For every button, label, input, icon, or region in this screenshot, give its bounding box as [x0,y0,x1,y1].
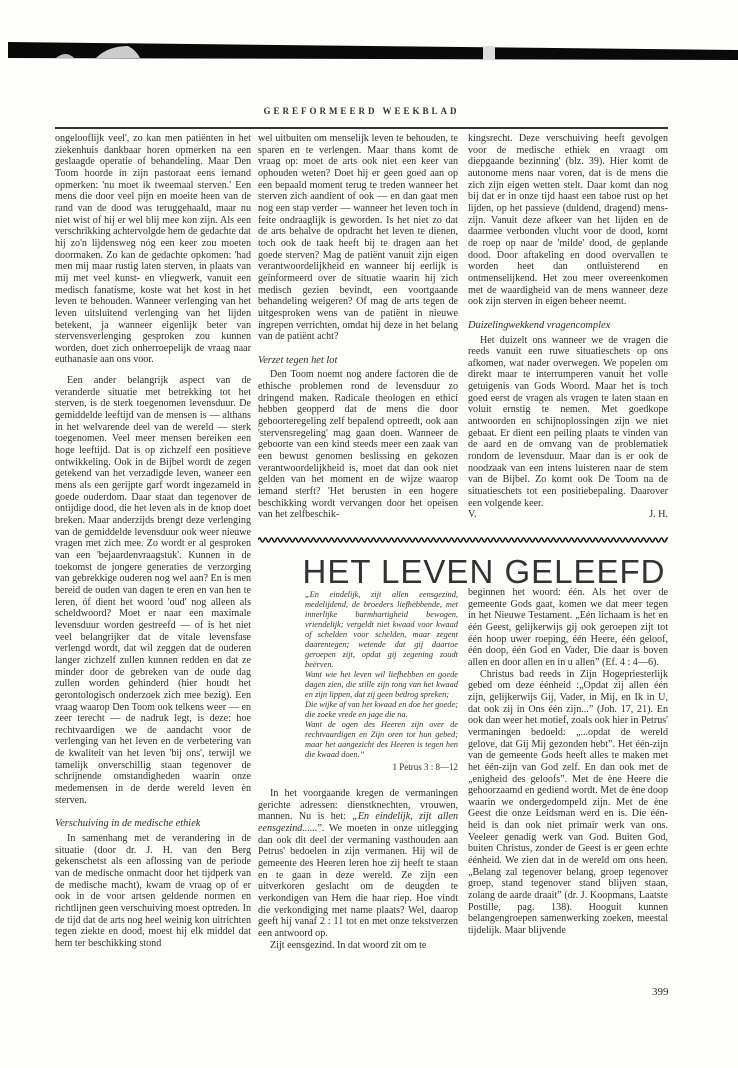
signature-right: J. H. [649,509,668,521]
paragraph: Den Toom noemt nog andere factoren die de ethische problemen rond de levensduur zo dringend maken. Radicale theologen en ethici hebben geopperd dat de mens die door geboorteregeling zelf bepalend optreedt, ook aan 'stervensregeling' mag gaan doen. Wanneer de geboorte van een kind steeds meer een zaak van een bewust genomen beslissing en gekozen verantwoordelijkheid is, moet dat dan ook niet gelden van het moment en de wijze waarop iemand sterft? 'Het berusten in een hogere beschikking wordt vervangen door het opeisen van het zelfbeschik- [258,369,458,521]
article1-column-1 [55,133,251,950]
text: ”. We moeten in onze uitlegging dan ook dit deel der vermaning vasthouden aan Petrus' bedoelen in zijn vermanen. Hij wil de gemeente des Heeren leren hoe zij heeft te staan en te gaan in deze wereld. Ze zijn een uitverkoren geslacht om de deugden te verkondigen van Hem die haar riep. Hoe vindt die verkondiging met name plaats? Wel, daarop geeft hij vanaf 2 : 11 tot en met onze tekstverzen een antwoord op. [258,822,458,939]
quote-reference: 1 Petrus 3 : 8—12 [392,762,458,772]
wave-line [258,538,668,542]
quote-line: „En eindelijk, zijt allen eensgezind, medelijdend, de broeders liefhebbende, met innerlijke barmhartigheid bewogen, vriendelijk; vergeldt niet kwaad voor kwaad of schelden voor schelden, maar zegent daarentegen; wetende dat gij daartoe geroepen zijt, opdat gij zegening zoudt beërven. [305,590,458,669]
signature-left: V. [468,509,477,521]
section-heading: Verzet tegen het lot [258,354,338,366]
paragraph: In samenhang met de verandering in de situatie (door dr. J. H. van den Berg gekenschetst als een aflossing van de periode van de medische onmacht door het tijdperk van de medische macht), kwam de vraag op of er ook in de voor artsen geldende normen en richtlijnen geen verschuiving moest optreden. In de tijd dat de arts nog heel weinig kon uitrichten tegen ziekte en dood, moest hij elk middel dat hem ter beschikking stond [55,833,251,949]
section-heading: Duizelingwekkend vragencomplex [468,319,611,331]
quote-inline: „En eindelijk, zijt allen eensgezind...... [258,811,458,834]
paragraph: ongelooflijk veel', zo kan men patiënten in het ziekenhuis dankbaar horen opmerken na een geslaagde operatie of behandeling. Maar Den Toom hoorde in zijn pastoraat eens iemand opmerken: 'nu moet ik tweemaal sterven.' Een mens die door veel pijn en moeite heen van de rand van de dood was teruggehaald, maar nu niet wist of hij er wel blij mee kon zijn. Als een verschrikking achtervolgde hem de gedachte dat hij zo'n lijdensweg nóg een keer zou moeten doormaken. Zo kan de gedachte opkomen: 'had men mij maar rustig laten sterven, in plaats van mij met veel kunst- en vliegwerk, vanuit een medisch fanatisme, koste wat het kost in het leven te behouden. Wanneer verlenging van het leven uitsluitend verlenging van het lijden betekent, ja wanneer eigenlijk beter van stervensverlenging gesproken zou kunnen worden, doet zich onherroepelijk de vraag naar euthanasie aan ons voor. [55,133,251,366]
paragraph: Het duizelt ons wanneer we de vragen die reeds vanuit een ruwe situatieschets op ons afkomen, wat nader overwegen. We popelen om direkt maar te interrumperen vanuit het volle getuigenis van Gods Woord. Maar het is toch goed eerst de vragen als vragen te laten staan en voluit ernstig te nemen. Met goedkope antwoorden en schijnoplossingen zijn we niet gebaat. Er dient een peiling plaats te vinden van de aard en de omvang van de problematiek rondom de levensduur. Maar dan is er ook de noodzaak van een intens luisteren naar de stem van de Bijbel. Zo komt ook De Toom na de situatieschets tot een positiebepaling. Daarover een volgende keer. [468,334,668,509]
signature [468,509,668,521]
running-head: GEREFORMEERD WEEKBLAD [263,106,460,116]
paragraph: Zijt eensgezind. In dat woord zit om te [270,939,427,951]
section-heading: Verschuiving in de medische ethiek [55,818,201,830]
paragraph: wel uitbuiten om menselijk leven te behouden, te sparen en te verlengen. Maar thans komt de vraag op: moet de arts ook niet een keer van ophouden weten? Doet hij er geen goed aan op een bepaald moment terug te treden wanneer het sterven zich aandient of ook — en dan gaat men nog een stap verder — wanneer het leven toch in feite ondraaglijk is geworden. Is het niet zo dat de arts behalve de opdracht het leven te dienen, toch ook de taak heeft bij te dragen aan het goede sterven? Mag de patiënt vanuit zijn eigen verantwoordelijkheid en wanneer hij eerlijk is geïnformeerd over de situatie waarin hij zich medisch gezien bevindt, een voortgaande behandeling weigeren? Of mag de arts tegen de uitgesproken wens van de patiënt in nieuwe ingrepen verrichten, omdat hij deze in het belang van de patiënt acht? [258,133,458,343]
wavy-divider [258,535,668,545]
article1-column-2 [258,133,458,521]
scripture-quote [305,590,458,772]
paragraph [258,788,458,940]
quote-line: Die wijke af van het kwaad en doe het goede; die zoeke vrede en jage die na. [305,700,458,719]
article2-column-3 [468,587,668,937]
paragraph: Een ander belangrijk aspect van de veranderde situatie met betrekking tot het sterven, is de sterk toegenomen levensduur. De gemiddelde leeftijd van de mensen is — althans in het welvarende deel van de wereld — sterk toegenomen. Veel meer mensen bereiken een hoge leeftijd. Dat is op zichzelf een positieve ontwikkeling. Ook in de Bijbel wordt de zegen getekend van het verzadigde leven, waneer een mens als een gerijpte garf wordt ingezameld in goede ouderdom. Daar staat dan tegenover de ontijdige dood, die het leven als in de knop doet breken. Maar anderzijds brengt deze verlenging van de gemiddelde levensduur ook weer nieuwe vragen met zich mee. Zo wordt er al gesproken van een 'bejaardenvraagstuk'. Kunnen in de toekomst de jongere generaties de verzorging van gebrekkige ouderen nog wel aan? En is men bereid de ouden van dagen te eren en van hen te leren, óf dient het woord 'oud' nog alleen als scheldwoord? Moet er naar een maximale levensduur worden gestreefd — of is het niet veel belangrijker dat de vitale levensfase verlengd wordt, dat wil zeggen dat de ouderen langer zichzelf zullen kunnen redden en dat ze minder door de gebreken van de oude dag zullen worden gehinderd (hier houdt het gerontologisch onderzoek zich mee bezig). Een vraag waarop Den Toom ook telkens weer — en zeer terecht — de nadruk legt, is deze: hoe rechtvaardigen we de aandacht voor de verlenging van het leven en de verbetering van de kwaliteit van het leven 'bij ons', terwijl we tamelijk onverschillig staan tegenover de schrijnende omstandigheden waarin onze medemensen in de derde wereld leven èn sterven. [55,375,251,806]
paragraph: kingsrecht. Deze verschuiving heeft gevolgen voor de medische ethiek en vraagt om diepgaande bezinning' (blz. 39). Hier komt de autonome mens naar voren, dat is de mens die zich zijn eigen wetten stelt. Daar komt dan nog bij dat er in onze tijd haast een taboe rust op het lijden, op het passieve (duldend, dragend) mens-zijn. Vanuit deze afkeer van het lijden en de daarmee verbonden vlucht voor de dood, komt de roep op naar de 'milde' dood, de geplande dood. Door aftakeling en dood overvallen te worden heet dan ontluisterend en ontmenselijkend. Het zou meer overeenkomen met de waardigheid van de mens wanneer deze ook zijn sterven in eigen beheer neemt. [468,133,668,308]
page-number: 399 [652,986,669,998]
text: In het voorgaande kregen de vermaningen gerichte adressen: dienstknechten, vrouwen, mannen. Nu is het: [258,788,458,823]
header-rule [55,127,668,129]
article1-column-3 [468,133,668,521]
quote-line: Want wie het leven wil liefhebben en goede dagen zien, die stille zijn tong van het kwaad en zijn lippen, dat zij geen bedrog spreken; [305,670,458,699]
scan-edge-band [8,38,738,60]
article-title: HET LEVEN GELEEFD [302,553,666,590]
paragraph: Christus bad reeds in Zijn Hogepriesterlijk gebed om deze éénheid :„Opdat zij allen één zijn, gelijkerwijs Gij, Vader, in Mij, en Ik in U, dat ook zij in Ons één zijn...” (Joh. 17, 21). En ook dan weer het motief, zoals ook hier in Petrus' vermaningen bedoeld: „...opdat de wereld gelove, dat Gij Mij gezonden hebt”. Het één-zijn van de gemeente Gods heeft alles te maken met het één-zijn van God zelf. En dan ook met de „enigheid des geloofs”. Met de ène Heere die gehoorzaamd en gediend wordt. Met de ène doop waarin we ondergedompeld zijn. Met de ène Geest die onze Leidsman werd en is. Die één-heid is dan ook niet primair werk van ons. Veeleer genadig werk van God. Buiten God, buiten Christus, zonder de Geest is er geen echte éénheid. We zien dat in de wereld om ons heen. „Belang zal tegenover belang, groep tegenover groep, stand tegenover stand blijven staan, zolang de aarde draait” (dr. J. Koopmans, Laatste Postille, pag. 138). Hooguit kunnen belangengroepen samenwerking zoeken, meestal tijdelijk. Maar blijvende [468,668,668,937]
paragraph: beginnen het woord: één. Als het over de gemeente Gods gaat, komen we dat meer tegen in het Nieuwe Testament. „Eén lichaam is het en één Geest, gelijkerwijs gij ook geroepen zijt tot één hoop uwer roeping, één Heere, één geloof, één doop, één God en Vader, Die daar is boven allen en door allen en in u allen” (Ef. 4 : 4—6). [468,587,668,668]
article2-column-2 [258,788,458,951]
quote-line: Want de ogen des Heeren zijn over de rechtvaardigen en Zijn oren tot hun gebed; maar het aangezicht des Heeren is tegen hen die kwaad doen.” [305,720,458,759]
